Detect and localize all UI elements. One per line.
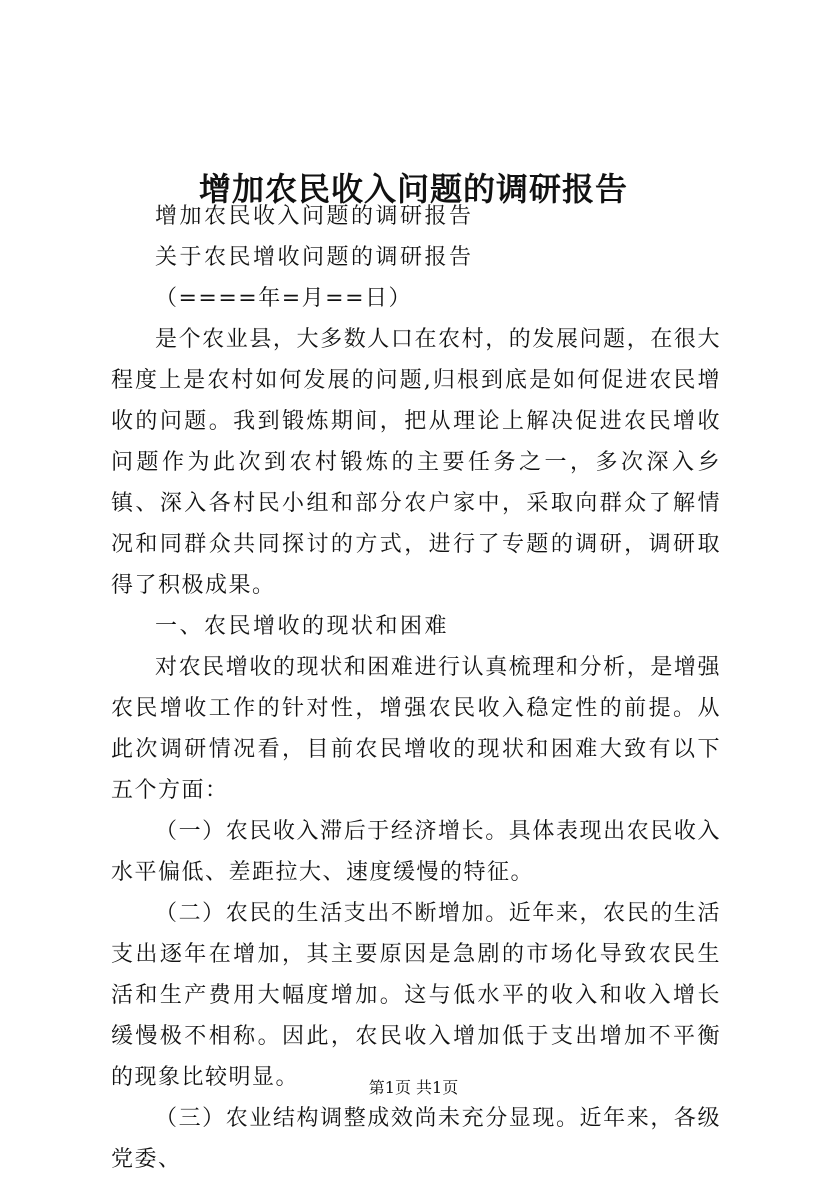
paragraph-point-1: （一）农民收入滞后于经济增长。具体表现出农民收入水平偏低、差距拉大、速度缓慢的特征。 — [111, 819, 721, 885]
page-footer: 第1页 共1页 — [368, 1078, 459, 1097]
paragraph-intro: 是个农业县，大多数人口在农村，的发展问题，在很大程度上是农村如何发展的问题,归根到底是如何促进农民增收的问题。我到锻炼期间，把从理论上解决促进农民增收问题作为此次到农村锻炼的主要任务之一，多次深入乡镇、深入各村民小组和部分农户家中，采取向群众了解情况和同群众共同探讨的方式，进行了专题的调研，调研取得了积极成果。 — [111, 327, 721, 598]
subtitle-secondary: 关于农民增收问题的调研报告 — [155, 245, 474, 270]
section-heading: 一、农民增收的现状和困难 — [155, 614, 450, 639]
paragraph-overview: 对农民增收的现状和困难进行认真梳理和分析，是增强农民增收工作的针对性，增强农民收入稳定性的前提。从此次调研情况看，目前农民增收的现状和困难大致有以下五个方面： — [111, 655, 721, 803]
document-body — [111, 196, 721, 1180]
subtitle: 增加农民收入问题的调研报告 — [155, 204, 474, 229]
paragraph-point-2: （二）农民的生活支出不断增加。近年来，农民的生活支出逐年在增加，其主要原因是急剧的市场化导致农民生活和生产费用大幅度增加。这与低水平的收入和收入增长缓慢极不相称。因此，农民收入增加低于支出增加不平衡的现象比较明显。 — [111, 901, 721, 1090]
paragraph-point-3: （三）农业结构调整成效尚未充分显现。近年来，各级党委、 — [111, 1106, 721, 1172]
date-line: （====年=月==日） — [155, 286, 413, 311]
document-title: 增加农民收入问题的调研报告 — [198, 170, 628, 209]
